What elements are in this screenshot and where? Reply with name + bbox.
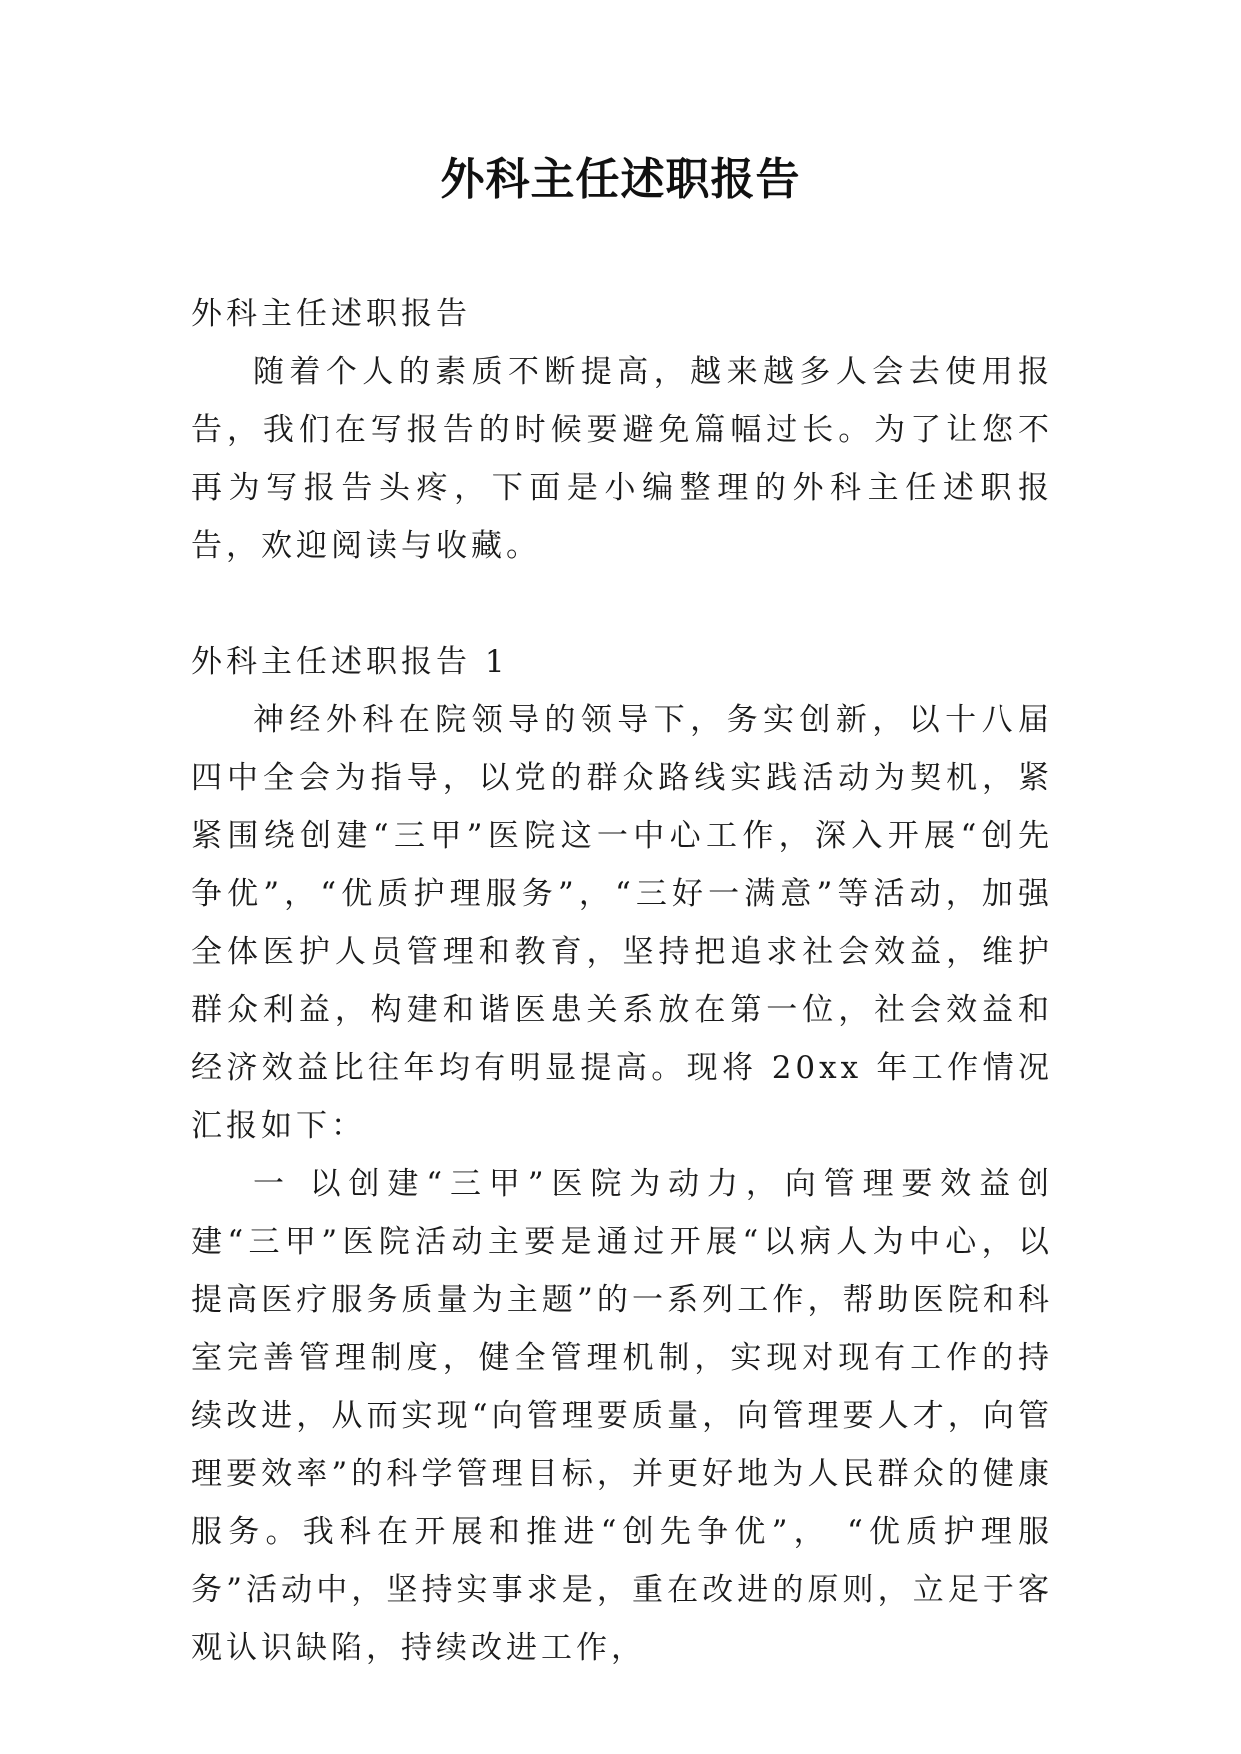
section1-heading: 外科主任述职报告 1 (191, 644, 509, 680)
document-title: 外科主任述职报告 (440, 154, 801, 205)
section1-paragraph-2: 一 以创建“三甲”医院为动力，向管理要效益创建“三甲”医院活动主要是通过开展“以病人为中心，以提高医疗服务质量为主题”的一系列工作，帮助医院和科室完善管理制度，健全管理机制，实现对现有工作的持续改进，从而实现“向管理要质量，向管理要人才，向管理要效率”的科学管理目标，并更好地为人民群众的健康服务。我科在开展和推进“创先争优”， “优质护理服务”活动中，坚持实事求是，重在改进的原则，立足于客观认识缺陷，持续改进工作， (191, 1166, 1053, 1666)
section1-paragraph-1: 神经外科在院领导的领导下，务实创新，以十八届四中全会为指导，以党的群众路线实践活动为契机，紧紧围绕创建“三甲”医院这一中心工作，深入开展“创先争优”，“优质护理服务”，“三好一满意”等活动，加强全体医护人员管理和教育，坚持把追求社会效益，维护群众利益，构建和谐医患关系放在第一位，社会效益和经济效益比往年均有明显提高。现将 20xx 年工作情况汇报如下： (191, 702, 1053, 1144)
document-body (191, 285, 1053, 1677)
intro-heading: 外科主任述职报告 (191, 296, 471, 332)
section-spacer (191, 575, 1053, 633)
intro-paragraph: 随着个人的素质不断提高，越来越多人会去使用报告，我们在写报告的时候要避免篇幅过长。为了让您不再为写报告头疼，下面是小编整理的外科主任述职报告，欢迎阅读与收藏。 (191, 354, 1053, 564)
